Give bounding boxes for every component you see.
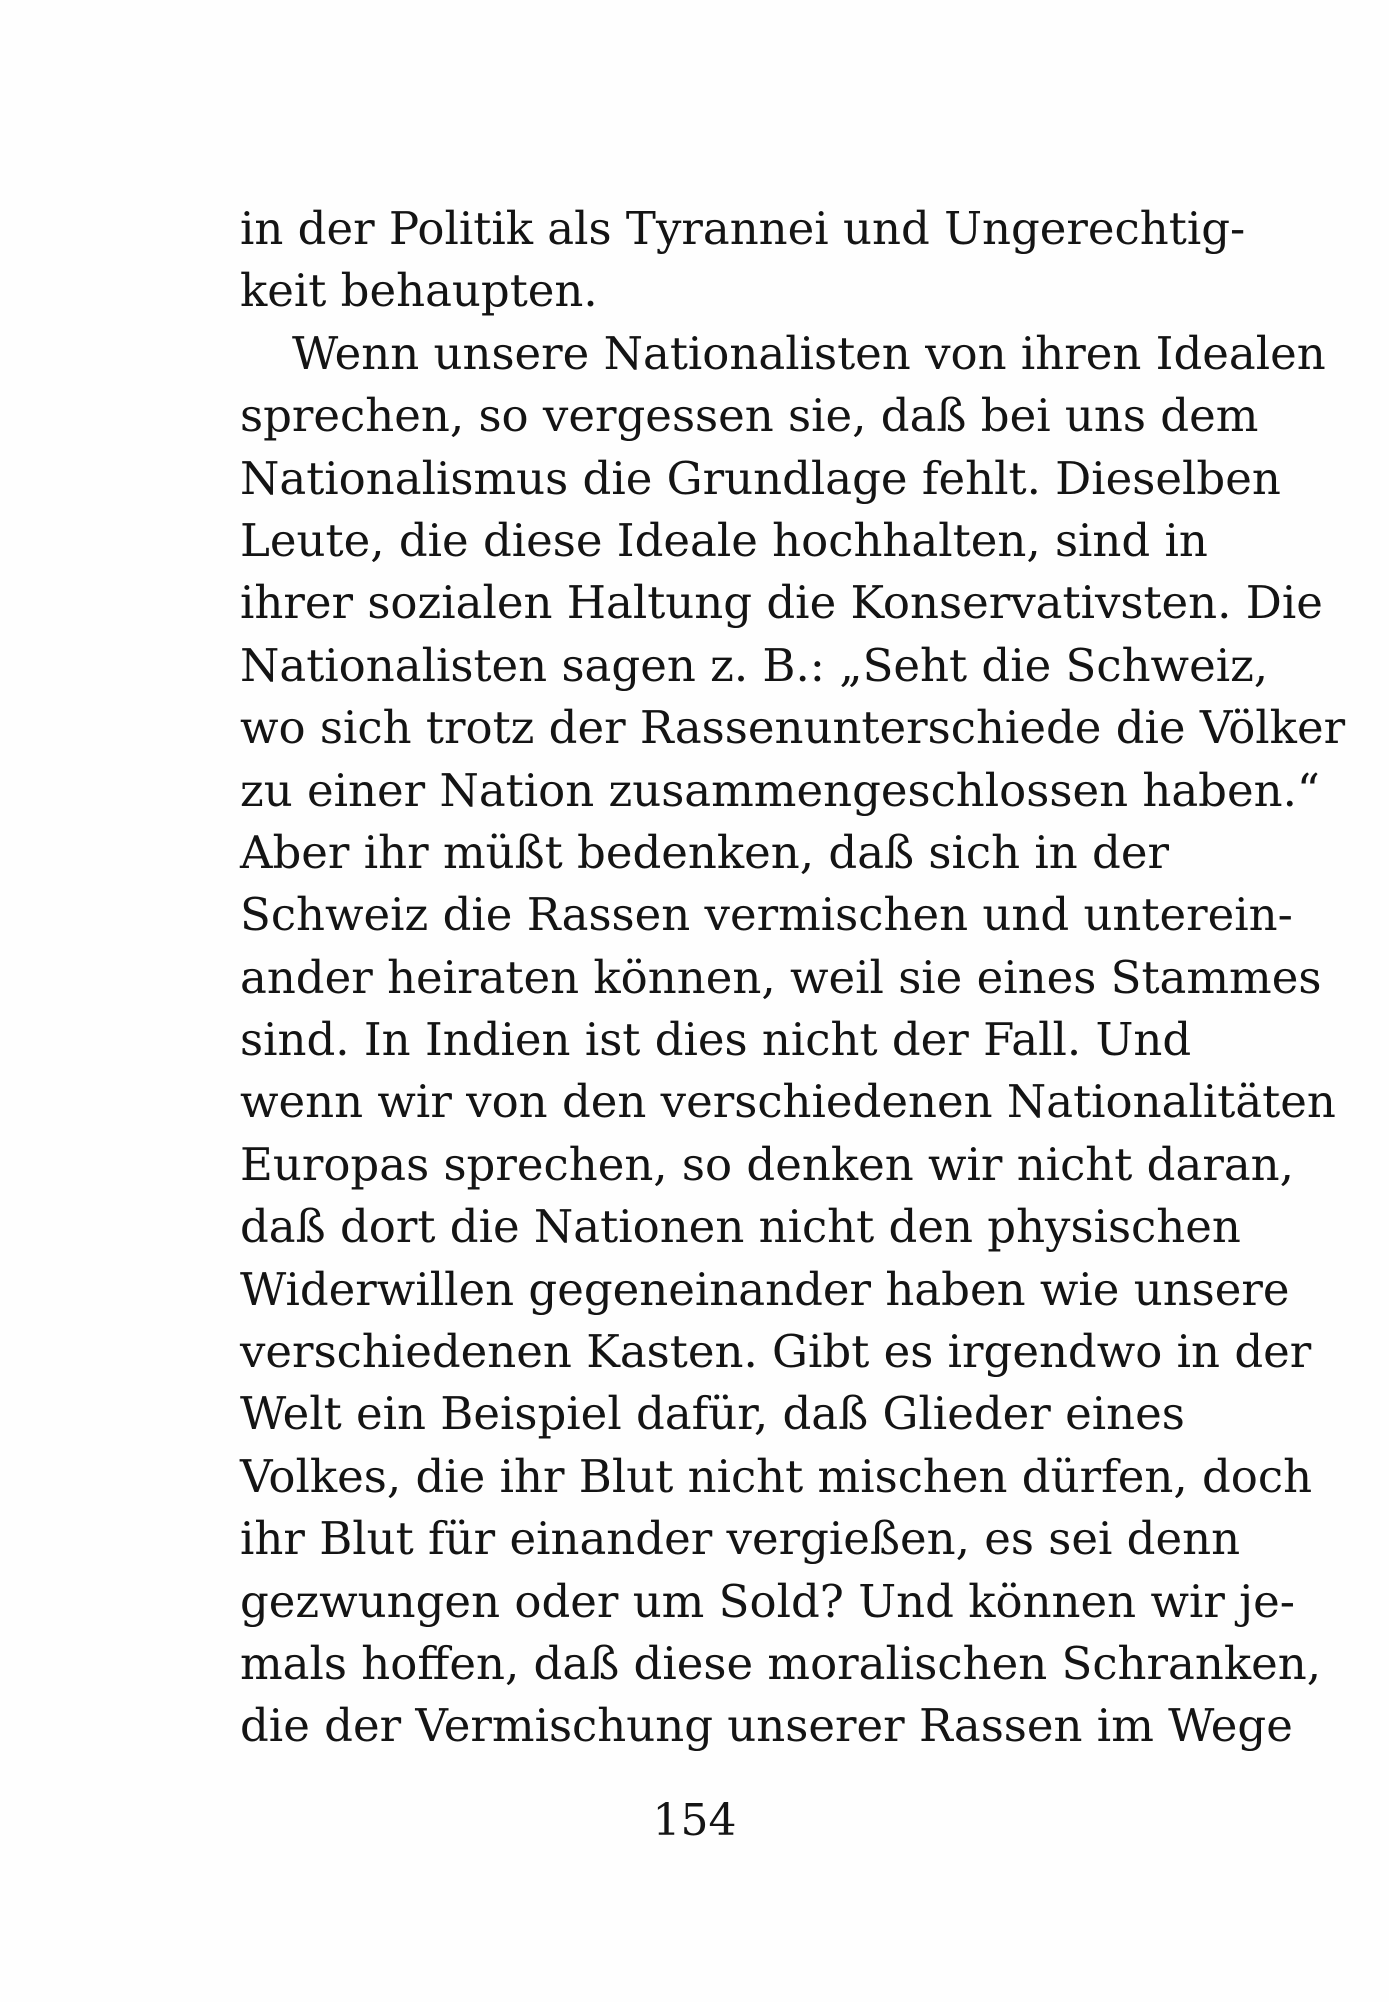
text-line: mals hoffen, daß diese moralischen Schranken,	[240, 1636, 1322, 1690]
text-line: die der Vermischung unserer Rassen im Wege	[240, 1699, 1293, 1753]
text-line: zu einer Nation zusammengeschlossen haben.“	[240, 763, 1320, 817]
text-line: Aber ihr müßt bedenken, daß sich in der	[240, 825, 1169, 879]
text-line: Nationalisten sagen z. B.: „Seht die Schweiz,	[240, 638, 1269, 692]
text-line: Wenn unsere Nationalisten von ihren Idealen	[292, 326, 1326, 380]
text-line: Nationalismus die Grundlage fehlt. Dieselben	[240, 451, 1281, 505]
text-line: Welt ein Beispiel dafür, daß Glieder eines	[240, 1387, 1185, 1441]
text-line: ander heiraten können, weil sie eines Stammes	[240, 950, 1322, 1004]
text-line: Widerwillen gegeneinander haben wie unsere	[240, 1262, 1290, 1316]
text-line: daß dort die Nationen nicht den physischen	[240, 1200, 1241, 1254]
text-line: keit behaupten.	[240, 264, 598, 318]
text-line: Europas sprechen, so denken wir nicht daran,	[240, 1137, 1294, 1191]
text-line: verschiedenen Kasten. Gibt es irgendwo in der	[240, 1325, 1312, 1379]
text-line: ihrer sozialen Haltung die Konservativsten. Die	[240, 576, 1323, 630]
text-line: sind. In Indien ist dies nicht der Fall. Und	[240, 1013, 1192, 1067]
text-line: Leute, die diese Ideale hochhalten, sind in	[240, 513, 1208, 567]
body-text	[240, 198, 1346, 1758]
text-line: Volkes, die ihr Blut nicht mischen dürfen, doch	[240, 1449, 1313, 1503]
text-line: wenn wir von den verschiedenen Nationalitäten	[240, 1075, 1336, 1129]
text-line: gezwungen oder um Sold? Und können wir je-	[240, 1574, 1295, 1628]
text-line: ihr Blut für einander vergießen, es sei denn	[240, 1512, 1241, 1566]
text-line: wo sich trotz der Rassenunterschiede die Völker	[240, 701, 1346, 755]
page-number: 154	[652, 1795, 737, 1846]
text-line: sprechen, so vergessen sie, daß bei uns dem	[240, 389, 1259, 443]
text-line: in der Politik als Tyrannei und Ungerechtig-	[240, 202, 1246, 255]
text-line: Schweiz die Rassen vermischen und unterein-	[240, 888, 1293, 942]
